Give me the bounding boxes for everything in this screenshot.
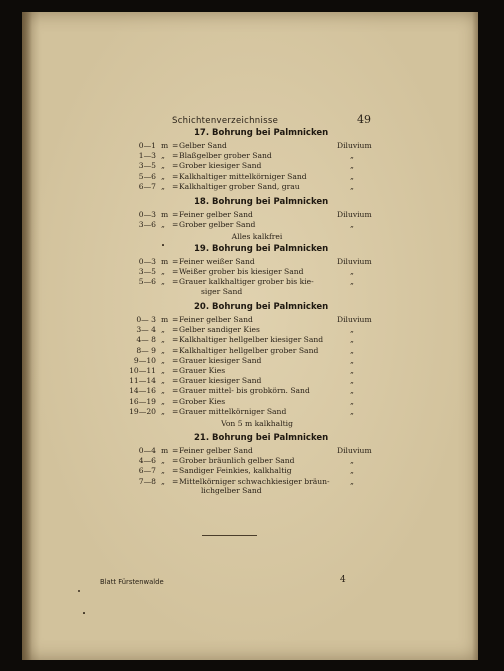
ditto-mark: „ bbox=[350, 376, 354, 386]
stratum-row bbox=[122, 161, 392, 171]
paper-speck bbox=[162, 244, 164, 246]
stratum-description: Sandiger Feinkies, kalkhaltig bbox=[179, 466, 292, 476]
section-note: Alles kalkfrei bbox=[231, 232, 283, 242]
equals-sign: = bbox=[172, 396, 179, 406]
equals-sign: = bbox=[172, 476, 179, 486]
equals-sign: = bbox=[172, 315, 179, 324]
depth-range: 9—10 bbox=[133, 355, 156, 365]
depth-range: 11—14 bbox=[129, 376, 156, 386]
ditto-mark: „ bbox=[350, 396, 354, 406]
sheet-signature: Blatt Fürstenwalde bbox=[100, 578, 164, 586]
stratum-row bbox=[122, 386, 392, 396]
stratum-row bbox=[122, 356, 392, 366]
book-page bbox=[22, 12, 478, 660]
stratum-description: Weißer grober bis kiesiger Sand bbox=[179, 267, 304, 277]
stratum-description: Feiner gelber Sand bbox=[179, 210, 253, 219]
stratum-row bbox=[122, 151, 392, 161]
depth-unit: „ bbox=[161, 267, 165, 277]
section-note: Von 5 m kalkhaltig bbox=[221, 419, 293, 428]
stratum-row bbox=[122, 267, 392, 277]
formation-label: Diluvium bbox=[337, 141, 372, 150]
formation-label: Diluvium bbox=[337, 315, 372, 324]
stratum-description: Grauer Kies bbox=[179, 366, 226, 375]
stratum-row bbox=[122, 172, 392, 182]
depth-range: 19—20 bbox=[129, 406, 156, 416]
section-number: 20. bbox=[194, 302, 210, 312]
section-heading: Bohrung bei Palmnicken bbox=[212, 302, 329, 312]
depth-unit: „ bbox=[161, 277, 165, 287]
depth-unit: „ bbox=[161, 181, 165, 191]
depth-unit: „ bbox=[161, 151, 165, 161]
stratum-description: Grober Kies bbox=[179, 396, 226, 406]
stratum-description: Gelber Sand bbox=[179, 141, 227, 150]
equals-sign: = bbox=[172, 376, 179, 386]
ditto-mark: „ bbox=[350, 466, 354, 476]
depth-unit: m bbox=[161, 315, 169, 324]
stratum-row bbox=[122, 366, 392, 376]
equals-sign: = bbox=[172, 220, 179, 230]
end-rule bbox=[202, 535, 257, 536]
equals-sign: = bbox=[172, 277, 179, 287]
depth-range: 16—19 bbox=[129, 396, 156, 406]
paper-speck bbox=[78, 590, 80, 592]
paper-speck bbox=[83, 612, 85, 614]
depth-unit: m bbox=[161, 446, 169, 455]
depth-range: 0—1 bbox=[138, 141, 156, 150]
stratum-row bbox=[122, 397, 392, 407]
ditto-mark: „ bbox=[350, 335, 354, 345]
section-heading: Bohrung bei Palmnicken bbox=[212, 433, 329, 443]
depth-range: 0—4 bbox=[138, 446, 156, 455]
running-header: Schichtenverzeichnisse bbox=[172, 116, 279, 126]
depth-range: 8— 9 bbox=[136, 345, 156, 355]
section-number: 19. bbox=[194, 244, 210, 254]
formation-label: Diluvium bbox=[337, 257, 372, 266]
stratum-row bbox=[122, 407, 392, 417]
stratum-description: Feiner weißer Sand bbox=[179, 257, 255, 266]
ditto-mark: „ bbox=[350, 151, 354, 161]
equals-sign: = bbox=[172, 141, 179, 150]
depth-unit: „ bbox=[161, 476, 165, 486]
formation-label: Diluvium bbox=[337, 446, 372, 455]
equals-sign: = bbox=[172, 171, 179, 181]
stratum-description: Grauer kiesiger Sand bbox=[179, 355, 262, 365]
section-heading: Bohrung bei Palmnicken bbox=[212, 128, 329, 138]
section-heading: Bohrung bei Palmnicken bbox=[212, 197, 329, 207]
ditto-mark: „ bbox=[350, 267, 354, 277]
ditto-mark: „ bbox=[350, 325, 354, 335]
section-number: 17. bbox=[194, 128, 210, 138]
depth-unit: „ bbox=[161, 366, 165, 375]
section-number: 21. bbox=[194, 433, 210, 443]
section-heading: Bohrung bei Palmnicken bbox=[212, 244, 329, 254]
stratum-description: Mittelkörniger schwachkiesiger bräun- bbox=[179, 476, 330, 486]
depth-unit: „ bbox=[161, 171, 165, 181]
stratum-description: Grober bräunlich gelber Sand bbox=[179, 456, 295, 466]
stratum-description: Feiner gelber Sand bbox=[179, 315, 253, 324]
stratum-row bbox=[122, 466, 392, 476]
section-title bbox=[194, 433, 328, 443]
ditto-mark: „ bbox=[350, 366, 354, 375]
ditto-mark: „ bbox=[350, 386, 354, 396]
equals-sign: = bbox=[172, 406, 179, 416]
stratum-description: Blaßgelber grober Sand bbox=[179, 151, 272, 161]
equals-sign: = bbox=[172, 181, 179, 191]
equals-sign: = bbox=[172, 386, 179, 396]
depth-unit: „ bbox=[161, 325, 165, 335]
stratum-description: Grauer mittelkörniger Sand bbox=[179, 406, 287, 416]
page-edge-shadow bbox=[472, 12, 478, 660]
stratum-row bbox=[122, 315, 392, 325]
ditto-mark: „ bbox=[350, 220, 354, 230]
equals-sign: = bbox=[172, 257, 179, 266]
equals-sign: = bbox=[172, 335, 179, 345]
depth-unit: „ bbox=[161, 386, 165, 396]
depth-range: 0—3 bbox=[138, 210, 156, 219]
depth-unit: m bbox=[161, 141, 169, 150]
stratum-row bbox=[122, 277, 392, 287]
depth-unit: m bbox=[161, 257, 169, 266]
depth-unit: „ bbox=[161, 466, 165, 476]
stratum-description: Gelber sandiger Kies bbox=[179, 325, 260, 335]
equals-sign: = bbox=[172, 355, 179, 365]
stratum-row bbox=[122, 182, 392, 192]
stratum-description: Kalkhaltiger grober Sand, grau bbox=[179, 181, 300, 191]
stratum-description: Grauer mittel- bis grobkörn. Sand bbox=[179, 386, 310, 396]
equals-sign: = bbox=[172, 151, 179, 161]
stratum-description: Feiner gelber Sand bbox=[179, 446, 253, 455]
section-title bbox=[194, 128, 328, 138]
depth-unit: „ bbox=[161, 335, 165, 345]
depth-unit: m bbox=[161, 210, 169, 219]
section-title bbox=[194, 197, 328, 207]
depth-unit: „ bbox=[161, 220, 165, 230]
ditto-mark: „ bbox=[350, 161, 354, 171]
stratum-row bbox=[122, 335, 392, 345]
depth-range: 5—6 bbox=[138, 277, 156, 287]
equals-sign: = bbox=[172, 267, 179, 277]
depth-unit: „ bbox=[161, 396, 165, 406]
depth-range: 3—6 bbox=[138, 220, 156, 230]
ditto-mark: „ bbox=[350, 355, 354, 365]
section-number: 18. bbox=[194, 197, 210, 207]
section-title bbox=[194, 302, 328, 312]
stratum-description: Kalkhaltiger hellgelber grober Sand bbox=[179, 345, 319, 355]
ditto-mark: „ bbox=[350, 181, 354, 191]
equals-sign: = bbox=[172, 466, 179, 476]
depth-range: 3—5 bbox=[138, 267, 156, 277]
depth-range: 4—6 bbox=[138, 456, 156, 466]
depth-range: 0—3 bbox=[138, 257, 156, 266]
stratum-description: Grauer kalkhaltiger grober bis kie- bbox=[179, 277, 314, 287]
stratum-description: Kalkhaltiger mittelkörniger Sand bbox=[179, 171, 307, 181]
ditto-mark: „ bbox=[350, 476, 354, 486]
equals-sign: = bbox=[172, 456, 179, 466]
stratum-description-continued: lichgelber Sand bbox=[201, 485, 262, 495]
stratum-row bbox=[122, 210, 392, 220]
page-fold-shadow bbox=[22, 12, 32, 660]
depth-range: 3—5 bbox=[138, 161, 156, 171]
stratum-row bbox=[122, 346, 392, 356]
signature-number: 4 bbox=[340, 575, 346, 585]
depth-unit: „ bbox=[161, 345, 165, 355]
depth-range: 1—3 bbox=[138, 151, 156, 161]
depth-range: 7—8 bbox=[138, 476, 156, 486]
depth-range: 14—16 bbox=[129, 386, 156, 396]
depth-range: 10—11 bbox=[129, 366, 156, 375]
ditto-mark: „ bbox=[350, 345, 354, 355]
depth-range: 0— 3 bbox=[136, 315, 156, 324]
ditto-mark: „ bbox=[350, 171, 354, 181]
equals-sign: = bbox=[172, 325, 179, 335]
ditto-mark: „ bbox=[350, 406, 354, 416]
depth-range: 3— 4 bbox=[136, 325, 156, 335]
stratum-description-continued: siger Sand bbox=[201, 286, 243, 296]
depth-unit: „ bbox=[161, 456, 165, 466]
section-title bbox=[194, 244, 328, 254]
equals-sign: = bbox=[172, 446, 179, 455]
stratum-description: Grober kiesiger Sand bbox=[179, 161, 262, 171]
depth-range: 4— 8 bbox=[136, 335, 156, 345]
stratum-row bbox=[122, 376, 392, 386]
stratum-row bbox=[122, 325, 392, 335]
depth-unit: „ bbox=[161, 406, 165, 416]
formation-label: Diluvium bbox=[337, 210, 372, 219]
stratum-row bbox=[122, 257, 392, 267]
page-number: 49 bbox=[357, 113, 371, 126]
depth-range: 5—6 bbox=[138, 171, 156, 181]
stratum-row bbox=[122, 141, 392, 151]
ditto-mark: „ bbox=[350, 277, 354, 287]
stratum-description: Grauer kiesiger Sand bbox=[179, 376, 262, 386]
depth-range: 6—7 bbox=[138, 466, 156, 476]
equals-sign: = bbox=[172, 161, 179, 171]
depth-unit: „ bbox=[161, 376, 165, 386]
ditto-mark: „ bbox=[350, 456, 354, 466]
stratum-row bbox=[122, 220, 392, 230]
depth-unit: „ bbox=[161, 161, 165, 171]
equals-sign: = bbox=[172, 366, 179, 375]
depth-range: 6—7 bbox=[138, 181, 156, 191]
stratum-description: Grober gelber Sand bbox=[179, 220, 256, 230]
stratum-row bbox=[122, 456, 392, 466]
depth-unit: „ bbox=[161, 355, 165, 365]
stratum-description: Kalkhaltiger hellgelber kiesiger Sand bbox=[179, 335, 324, 345]
equals-sign: = bbox=[172, 345, 179, 355]
stratum-row bbox=[122, 446, 392, 456]
equals-sign: = bbox=[172, 210, 179, 219]
